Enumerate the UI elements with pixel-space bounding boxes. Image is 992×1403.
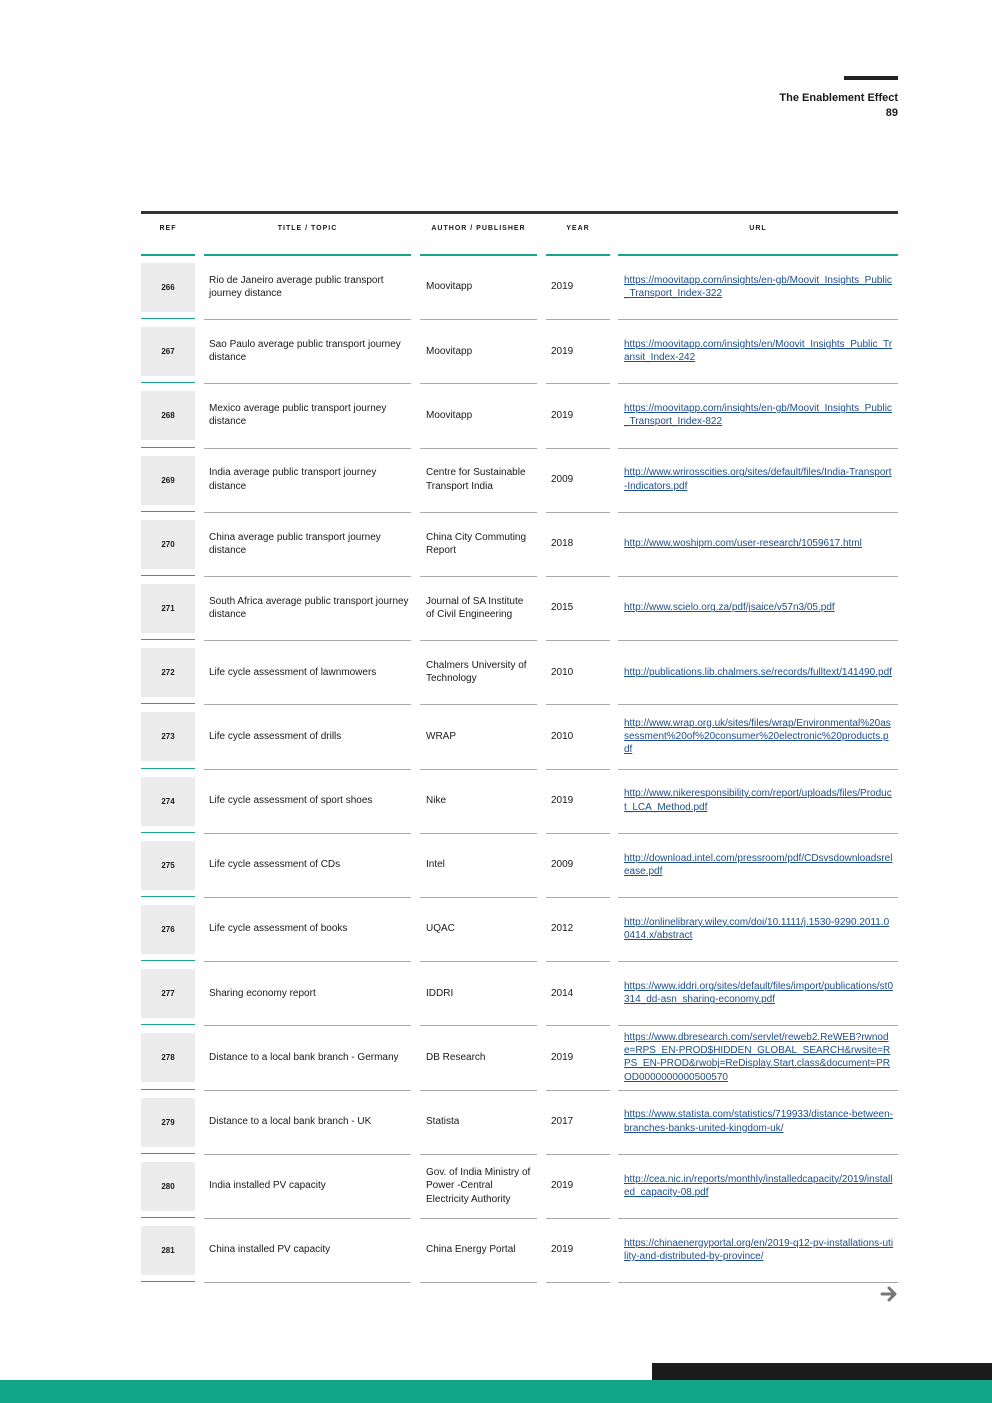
page-number: 89 (885, 107, 898, 119)
ref-number: 269 (141, 456, 195, 505)
author-cell: China City Commuting Report (426, 531, 527, 556)
title-cell: Sao Paulo average public transport journey distance (209, 338, 401, 364)
url-cell (624, 512, 894, 576)
url-link[interactable]: https://moovitapp.com/insights/en-gb/Moovit_Insights_Public_Transport_Index-822 (624, 403, 892, 428)
year-cell: 2010 (551, 730, 574, 742)
ref-divider (141, 1089, 195, 1090)
year-cell: 2014 (551, 987, 574, 999)
url-cell (624, 833, 894, 897)
document-title: The Enablement Effect (779, 92, 898, 104)
url-cell (624, 448, 894, 512)
ref-number: 276 (141, 905, 195, 954)
ref-divider (141, 318, 195, 319)
url-cell (624, 255, 894, 319)
author-cell: Moovitapp (426, 409, 473, 421)
row-divider (618, 1282, 898, 1283)
url-cell (624, 383, 894, 447)
url-link[interactable]: https://moovitapp.com/insights/en-gb/Moovit_Insights_Public_Transport_Index-322 (624, 274, 892, 300)
author-cell: Nike (426, 795, 447, 807)
url-cell (624, 640, 894, 704)
ref-number: 271 (141, 584, 195, 633)
year-cell: 2009 (551, 859, 574, 871)
url-link[interactable]: https://moovitapp.com/insights/en/Moovit_Insights_Public_Transit_Index-242 (624, 338, 893, 364)
row-divider (204, 1282, 411, 1283)
ref-divider (141, 382, 195, 383)
column-header-title: TITLE / TOPIC (277, 225, 338, 232)
ref-number: 270 (141, 520, 195, 569)
ref-divider (141, 575, 195, 576)
title-cell: Rio de Janeiro average public transport journey distance (209, 274, 384, 300)
author-cell: Statista (426, 1116, 460, 1128)
ref-number: 275 (141, 841, 195, 890)
year-cell: 2019 (551, 795, 574, 807)
url-cell (624, 1218, 894, 1282)
ref-number: 277 (141, 969, 195, 1018)
url-link[interactable]: http://onlinelibrary.wiley.com/doi/10.1111/j.1530-9290.2011.00414.x/abstract (624, 916, 890, 942)
column-header-underline (141, 254, 195, 256)
ref-divider (141, 639, 195, 640)
url-link[interactable]: http://download.intel.com/pressroom/pdf/CDsvsdownloadsrelease.pdf (624, 852, 893, 877)
url-link[interactable]: http://publications.lib.chalmers.se/records/fulltext/141490.pdf (624, 666, 892, 678)
author-cell: Gov. of India Ministry of Power -Central Electricity Authority (426, 1166, 531, 1205)
url-cell (624, 897, 894, 961)
author-cell: Journal of SA Institute of Civil Engineering (426, 595, 524, 621)
column-header-ref: REF (159, 225, 177, 232)
author-cell: WRAP (426, 730, 456, 742)
year-cell: 2019 (551, 345, 574, 357)
title-cell: China average public transport journey distance (209, 531, 381, 556)
column-header-url: URL (749, 225, 767, 232)
footer-accent-band (0, 1380, 992, 1403)
url-cell (624, 1154, 894, 1218)
year-cell: 2009 (551, 474, 574, 486)
title-cell: Life cycle assessment of drills (209, 730, 342, 742)
title-cell: India average public transport journey distance (209, 467, 377, 492)
column-header-year: YEAR (566, 225, 590, 232)
table-top-rule (141, 211, 898, 214)
title-cell: Life cycle assessment of sport shoes (209, 795, 373, 807)
author-cell: Moovitapp (426, 345, 473, 357)
row-divider (546, 1282, 610, 1283)
title-cell: South Africa average public transport journey distance (209, 595, 409, 621)
title-cell: India installed PV capacity (209, 1180, 326, 1192)
title-cell: China installed PV capacity (209, 1244, 331, 1256)
row-divider (420, 1282, 537, 1283)
year-cell: 2010 (551, 666, 574, 678)
url-cell (624, 769, 894, 833)
ref-divider (141, 1281, 195, 1282)
ref-number: 279 (141, 1098, 195, 1147)
ref-divider (141, 1217, 195, 1218)
year-cell: 2019 (551, 281, 574, 293)
footer-dark-band (652, 1363, 992, 1381)
url-cell (624, 1090, 894, 1154)
title-cell: Distance to a local bank branch - Germany (209, 1051, 399, 1063)
year-cell: 2017 (551, 1116, 574, 1128)
column-header-author: AUTHOR / PUBLISHER (431, 225, 526, 232)
author-cell: IDDRI (426, 987, 454, 999)
ref-number: 272 (141, 648, 195, 697)
ref-number: 280 (141, 1162, 195, 1211)
arrow-right-icon[interactable] (880, 1285, 900, 1303)
year-cell: 2015 (551, 602, 574, 614)
title-cell: Mexico average public transport journey distance (209, 403, 387, 428)
url-link[interactable]: http://cea.nic.in/reports/monthly/installedcapacity/2019/installed_capacity-08.pdf (624, 1173, 893, 1198)
ref-divider (141, 447, 195, 448)
title-cell: Sharing economy report (209, 987, 316, 999)
ref-divider (141, 960, 195, 961)
url-link[interactable]: http://www.wrap.org.uk/sites/files/wrap/Environmental%20assessment%20of%20consumer%20electronic%20products.pdf (624, 717, 891, 756)
url-link[interactable]: https://www.iddri.org/sites/default/files/import/publications/st0314_dd-asn_sharing-economy.pdf (624, 980, 894, 1006)
ref-number: 278 (141, 1033, 195, 1082)
year-cell: 2012 (551, 923, 574, 935)
ref-divider (141, 768, 195, 769)
title-cell: Distance to a local bank branch - UK (209, 1116, 372, 1128)
author-cell: UQAC (426, 923, 455, 935)
ref-number: 266 (141, 263, 195, 312)
url-link[interactable]: https://www.statista.com/statistics/719933/distance-between-branches-banks-united-kingdom-uk/ (624, 1109, 894, 1134)
ref-divider (141, 896, 195, 897)
author-cell: DB Research (426, 1051, 486, 1063)
year-cell: 2018 (551, 538, 574, 550)
url-cell (624, 1025, 894, 1089)
year-cell: 2019 (551, 1244, 574, 1256)
url-link[interactable]: https://chinaenergyportal.org/en/2019-q12-pv-installations-utility-and-distributed-by-province/ (624, 1237, 894, 1263)
url-cell (624, 704, 894, 768)
ref-number: 274 (141, 777, 195, 826)
ref-divider (141, 511, 195, 512)
url-link[interactable]: http://www.scielo.org.za/pdf/jsaice/v57n3/05.pdf (624, 602, 835, 614)
ref-number: 267 (141, 327, 195, 376)
url-cell (624, 319, 894, 383)
url-cell (624, 576, 894, 640)
ref-divider (141, 1024, 195, 1025)
author-cell: Chalmers University of Technology (426, 659, 527, 685)
url-link[interactable]: http://www.nikeresponsibility.com/report/uploads/files/Product_LCA_Method.pdf (624, 788, 892, 813)
title-cell: Life cycle assessment of books (209, 923, 348, 935)
title-cell: Life cycle assessment of lawnmowers (209, 666, 377, 678)
year-cell: 2019 (551, 409, 574, 421)
ref-divider (141, 832, 195, 833)
ref-number: 273 (141, 712, 195, 761)
author-cell: Moovitapp (426, 281, 473, 293)
ref-number: 268 (141, 391, 195, 440)
ref-number: 281 (141, 1226, 195, 1275)
header-rule (844, 76, 898, 80)
ref-divider (141, 1153, 195, 1154)
url-cell (624, 961, 894, 1025)
url-link[interactable]: https://www.dbresearch.com/servlet/reweb2.ReWEB?rwnode=RPS_EN-PROD$HIDDEN_GLOBAL_SEARCH&rwsite=RPS_EN-PROD&rwobj=ReDisplay.Start.class&document=PROD0000000000500570 (624, 1031, 891, 1083)
author-cell: Centre for Sustainable Transport India (426, 467, 526, 492)
year-cell: 2019 (551, 1051, 574, 1063)
year-cell: 2019 (551, 1180, 574, 1192)
ref-divider (141, 703, 195, 704)
url-link[interactable]: http://www.wrirosscities.org/sites/default/files/India-Transport-Indicators.pdf (624, 467, 892, 492)
author-cell: China Energy Portal (426, 1244, 516, 1256)
url-link[interactable]: http://www.woshipm.com/user-research/1059617.html (624, 538, 862, 550)
author-cell: Intel (426, 859, 445, 871)
title-cell: Life cycle assessment of CDs (209, 859, 341, 871)
